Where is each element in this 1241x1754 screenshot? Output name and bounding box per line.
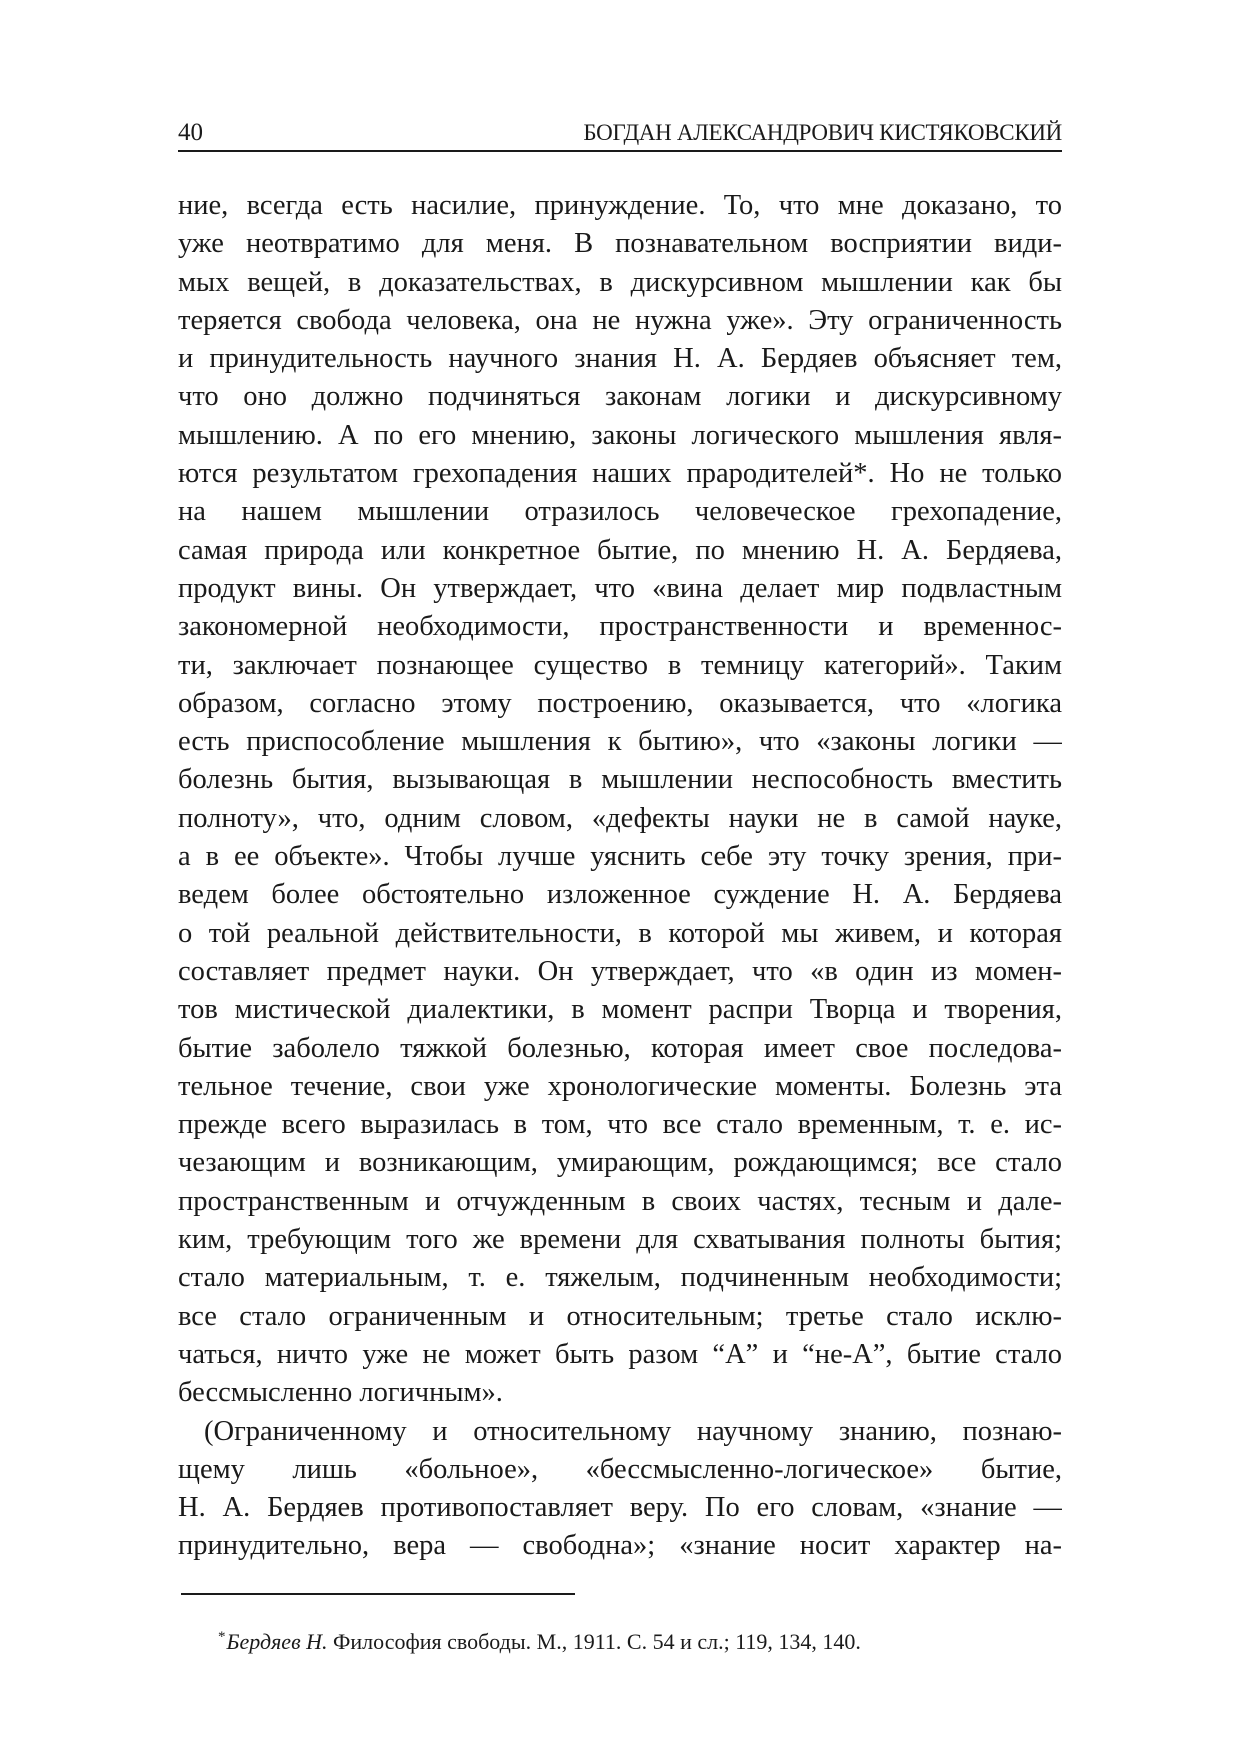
paragraph-2 bbox=[178, 1413, 1062, 1566]
paragraph-1 bbox=[178, 187, 1062, 1413]
text-line: болезнь бытия, вызывающая в мышлении неспособность вместить bbox=[178, 764, 1062, 796]
text-line: пространственным и отчужденным в своих частях, тесным и дале- bbox=[178, 1185, 1062, 1217]
text-line: и принудительность научного знания Н. А. Бердяев объясняет тем, bbox=[178, 343, 1062, 375]
text-line: что оно должно подчиняться законам логики и дискурсивному bbox=[178, 381, 1062, 413]
text-line: есть приспособление мышления к бытию», что «законы логики — bbox=[178, 726, 1062, 758]
text-line: бессмысленно логичным». bbox=[178, 1377, 503, 1409]
footnote-text: Философия свободы. М., 1911. С. 54 и сл.; 119, 134, 140. bbox=[327, 1629, 861, 1654]
text-line: чезающим и возникающим, умирающим, рождающимся; все стало bbox=[178, 1147, 1062, 1179]
text-line: закономерной необходимости, пространственности и временнос- bbox=[178, 611, 1062, 643]
footnote-marker: * bbox=[218, 1629, 226, 1645]
text-line: о той реальной действительности, в которой мы живем, и которая bbox=[178, 917, 1062, 949]
text-line: принудительно, вера — свободна»; «знание носит характер на- bbox=[178, 1530, 1062, 1562]
text-line: мышлению. А по его мнению, законы логического мышления явля- bbox=[178, 419, 1062, 451]
text-line: уже неотвратимо для меня. В познавательном восприятии види- bbox=[178, 228, 1062, 260]
text-line: тельное течение, свои уже хронологические моменты. Болезнь эта bbox=[178, 1070, 1062, 1102]
text-line: на нашем мышлении отразилось человеческое грехопадение, bbox=[178, 496, 1062, 528]
body-text bbox=[178, 187, 1062, 1566]
text-line: ти, заключает познающее существо в темницу категорий». Таким bbox=[178, 649, 1062, 681]
text-line: щему лишь «больное», «бессмысленно-логическое» бытие, bbox=[178, 1453, 1062, 1485]
text-line: составляет предмет науки. Он утверждает, что «в один из момен- bbox=[178, 955, 1062, 987]
text-line: образом, согласно этому построению, оказывается, что «логика bbox=[178, 687, 1062, 719]
header-divider bbox=[178, 150, 1062, 152]
text-line: теряется свобода человека, она не нужна уже». Эту ограниченность bbox=[178, 304, 1062, 336]
footnote-author: Бердяев Н. bbox=[226, 1629, 328, 1654]
text-line: бытие заболело тяжкой болезнью, которая имеет свое последова- bbox=[178, 1032, 1062, 1064]
text-line: ким, требующим того же времени для схватывания полноты бытия; bbox=[178, 1224, 1062, 1256]
text-line: а в ее объекте». Чтобы лучше уяснить себе эту точку зрения, при- bbox=[178, 841, 1062, 873]
page-number: 40 bbox=[178, 119, 203, 146]
footnote-divider bbox=[181, 1593, 575, 1595]
text-line: ведем более обстоятельно изложенное суждение Н. А. Бердяева bbox=[178, 879, 1062, 911]
text-line: тов мистической диалектики, в момент распри Творца и творения, bbox=[178, 994, 1062, 1026]
page-header bbox=[178, 118, 1062, 150]
text-line: (Ограниченному и относительному научному знанию, познаю- bbox=[204, 1415, 1062, 1447]
text-line: ются результатом грехопадения наших прародителей*. Но не только bbox=[178, 458, 1062, 490]
text-line: все стало ограниченным и относительным; третье стало исклю- bbox=[178, 1300, 1062, 1332]
text-line: стало материальным, т. е. тяжелым, подчиненным необходимости; bbox=[178, 1262, 1062, 1294]
text-line: чаться, ничто уже не может быть разом “А” и “не-А”, бытие стало bbox=[178, 1338, 1062, 1370]
text-line: прежде всего выразилась в том, что все стало временным, т. е. ис- bbox=[178, 1109, 1062, 1141]
text-line: полноту», что, одним словом, «дефекты науки не в самой науке, bbox=[178, 802, 1062, 834]
text-line: мых вещей, в доказательствах, в дискурсивном мышлении как бы bbox=[178, 266, 1062, 298]
text-line: самая природа или конкретное бытие, по мнению Н. А. Бердяева, bbox=[178, 534, 1062, 566]
running-head: БОГДАН АЛЕКСАНДРОВИЧ КИСТЯКОВСКИЙ bbox=[583, 120, 1062, 145]
text-line: Н. А. Бердяев противопоставляет веру. По его словам, «знание — bbox=[178, 1492, 1062, 1524]
text-line: ние, всегда есть насилие, принуждение. То, что мне доказано, то bbox=[178, 190, 1062, 221]
text-line: продукт вины. Он утверждает, что «вина делает мир подвластным bbox=[178, 572, 1062, 604]
footnote bbox=[218, 1622, 861, 1657]
